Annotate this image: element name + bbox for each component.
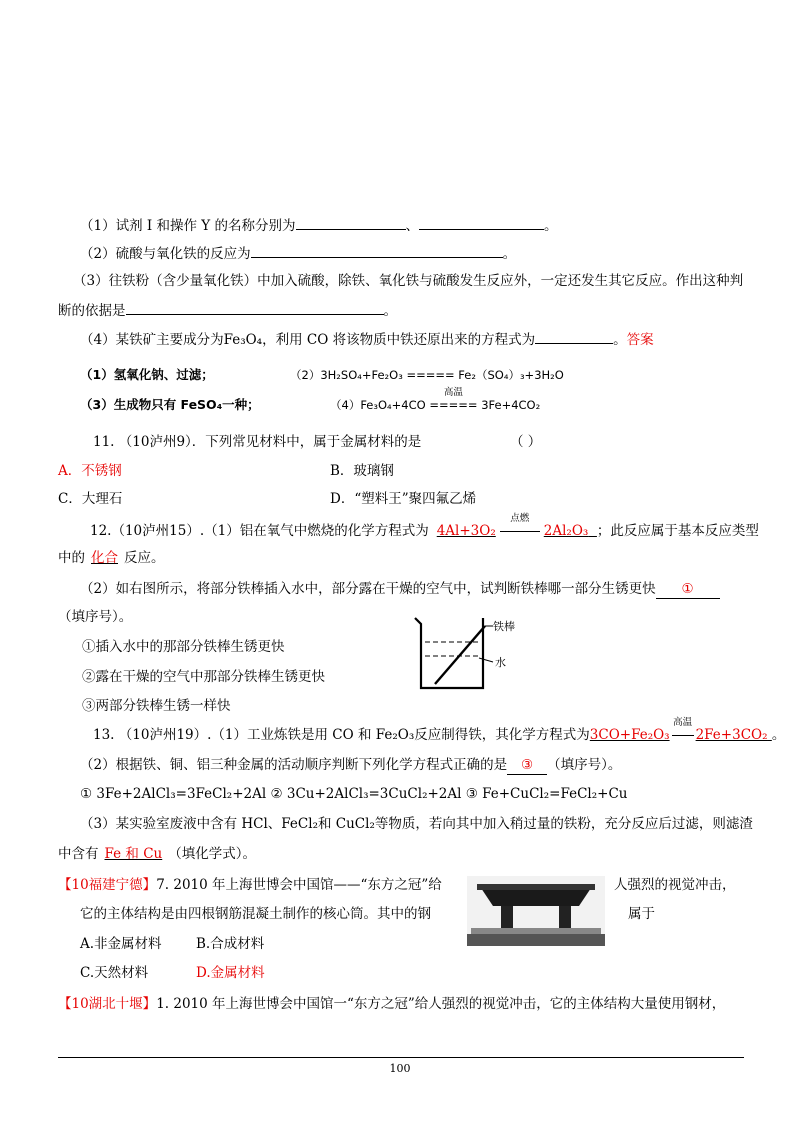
separator: 、: [405, 218, 419, 234]
q7-source-tag: 【10福建宁德】: [58, 877, 157, 893]
q13-eq-left: 3CO+Fe₂O₃: [589, 727, 670, 743]
q12-part2-text: （2）如右图所示，将部分铁棒插入水中，部分露在干燥的空气中，试判断铁棒哪一部分生锈更快: [80, 581, 656, 597]
beaker-diagram: [413, 614, 523, 694]
period: 。: [613, 332, 627, 348]
water-leader: [479, 658, 493, 662]
blank: [419, 216, 544, 230]
period: 。: [383, 303, 397, 319]
q7-option-d: D.金属材料: [196, 965, 265, 981]
q12-option-2: ②露在干燥的空气中那部分铁棒生锈更快: [82, 669, 325, 685]
water-label: 水: [495, 656, 506, 669]
q7-option-c: C.天然材料: [80, 965, 149, 981]
q1-source-tag: 【10湖北十堰】: [58, 996, 157, 1012]
q12-part2-note: （填序号）。: [58, 609, 133, 625]
q13-part1-text: 13. （10泸州19）.（1）工业炼铁是用 CO 和 Fe₂O₃反应制得铁，其化学方程式为: [93, 727, 590, 743]
answer-2: （2）3H₂SO₄+Fe₂O₃ ===== Fe₂（SO₄）₃+3H₂O: [290, 368, 564, 382]
answer-3: （3）生成物只有 FeSO₄一种；: [80, 397, 260, 412]
q11-paren: （ ）: [510, 434, 542, 450]
q13-part3-pre: 中含有: [58, 846, 99, 862]
q11-option-c: C．大理石: [58, 491, 123, 507]
part-4-text: （4）某铁矿主要成分为Fe₃O₄，利用 CO 将该物质中铁还原出来的方程式为: [80, 332, 536, 348]
q13-eq-right: 2Fe+3CO₂: [695, 727, 768, 743]
blank: [126, 301, 384, 315]
china-pavilion-photo: [467, 876, 605, 946]
q13-condition: [672, 717, 694, 744]
q12-option-3: ③两部分铁棒生锈一样快: [82, 698, 231, 714]
q12-option-1: ①插入水中的那部分铁棒生锈更快: [82, 639, 285, 655]
q12-part2-answer: ①: [656, 580, 720, 599]
q13-equations: ① 3Fe+2AlCl₃=3FeCl₂+2Al ② 3Cu+2AlCl₃=3CuCl₂+2Al ③ Fe+CuCl₂=FeCl₂+Cu: [80, 786, 628, 802]
answer-1: （1）氢氧化钠、过滤；: [80, 367, 214, 382]
q11-option-b: B．玻璃钢: [330, 463, 394, 479]
answer-label: 答案: [626, 332, 654, 348]
blank: [251, 244, 503, 258]
part-2-text: （2）硫酸与氧化铁的反应为: [80, 246, 251, 262]
blank: [296, 216, 406, 230]
period: 。: [544, 218, 558, 234]
beaker-outline: [415, 618, 483, 688]
part-3-text: 断的依据是: [58, 303, 126, 319]
q12-b-post: 反应。: [124, 550, 165, 566]
answer-4-left: （4）Fe₃O₄+4CO: [330, 398, 426, 412]
answer-4: [330, 387, 541, 414]
q12-line2: [58, 549, 165, 567]
q12-condition-label: 点燃: [510, 513, 530, 524]
q13-part3-line2: [58, 845, 256, 863]
q13-part3-post: （填化学式）。: [168, 846, 256, 862]
q12-condition: [500, 513, 540, 540]
q13-part3-line1: （3）某实验室废液中含有 HCl、FeCl₂和 CuCl₂等物质，若向其中加入稍过量的铁粉，充分反应后过滤，则滤渣: [80, 816, 753, 832]
question-part-3-line2: [58, 301, 397, 320]
pavilion-roof: [481, 888, 591, 906]
q13-part3-answer: Fe 和 Cu: [104, 846, 163, 862]
q12-stem: 12.（10泸州15）.（1）铝在氧气中燃烧的化学方程式为: [90, 523, 429, 539]
q13-part2-post: （填序号）。: [547, 757, 622, 773]
blank: [535, 330, 613, 344]
q12-condition-bar: [500, 531, 540, 532]
q13-part2-text: （2）根据铁、铜、铝三种金属的活动顺序判断下列化学方程式正确的是: [80, 757, 508, 773]
q12-eq-right: 2Al₂O₃: [543, 523, 589, 539]
q1-stem: 1. 2010 年上海世博会中国馆一“东方之冠”给人强烈的视觉冲击，它的主体结构大量使用钢材，: [156, 996, 726, 1012]
condition-label: 高温: [443, 387, 463, 398]
question-part-3-line1: （3）往铁粉（含少量氧化铁）中加入硫酸，除铁、氧化铁与硫酸发生反应外，一定还发生其它反应。作出这种判: [73, 273, 744, 289]
q13-condition-bar: [672, 735, 694, 736]
pavilion-base: [471, 928, 601, 934]
q7-option-a: A.非金属材料: [80, 936, 162, 952]
equals-sign: =====: [429, 398, 478, 412]
q7-line1: [58, 876, 442, 894]
pavilion-ground: [467, 934, 605, 946]
q13-equation: [589, 717, 772, 743]
q13-part1: [93, 717, 786, 744]
q7-stem: 7. 2010 年上海世博会中国馆——“东方之冠”给: [156, 877, 442, 893]
iron-rod: [435, 626, 485, 684]
q13-part2: [80, 756, 621, 775]
part-1-text: （1）试剂 I 和操作 Y 的名称分别为: [80, 218, 296, 234]
footer-divider: [58, 1057, 744, 1058]
q7-line2: 它的主体结构是由四根钢筋混凝土制作的核心筒。其中的钢: [80, 906, 431, 922]
q7-line2-tail: 属于: [628, 906, 655, 922]
q12-stem-cont: ；此反应属于基本反应类型: [596, 523, 759, 539]
reaction-condition: [429, 387, 478, 414]
q12-answer-type: 化合: [91, 550, 118, 566]
rod-label: 铁棒: [493, 620, 515, 633]
q12-part2: [80, 580, 720, 599]
q11-stem: 11. （10泸州9）．下列常见材料中，属于金属材料的是: [93, 434, 422, 450]
period: 。: [771, 727, 786, 743]
q1-hubei: [58, 995, 725, 1013]
page-number: 100: [389, 1062, 411, 1075]
q11-option-d: D．“塑料王”聚四氟乙烯: [330, 491, 477, 507]
q11-option-a: A．不锈钢: [58, 463, 122, 479]
q7-line1-tail: 人强烈的视觉冲击，: [614, 877, 736, 893]
q12-equation: [429, 513, 597, 539]
q13-condition-label: 高温: [673, 717, 693, 728]
pavilion-top: [477, 884, 595, 890]
question-part-1: [80, 216, 558, 235]
period: 。: [502, 246, 517, 262]
q13-part2-answer: ③: [507, 756, 547, 775]
answer-4-right: 3Fe+4CO₂: [481, 398, 541, 412]
question-part-4: [80, 330, 654, 349]
question-part-2: [80, 244, 516, 263]
q12-b-pre: 中的: [58, 550, 85, 566]
q12-eq-left: 4Al+3O₂: [436, 523, 496, 539]
q7-option-b: B.合成材料: [196, 936, 265, 952]
q12-line1: [90, 513, 759, 540]
